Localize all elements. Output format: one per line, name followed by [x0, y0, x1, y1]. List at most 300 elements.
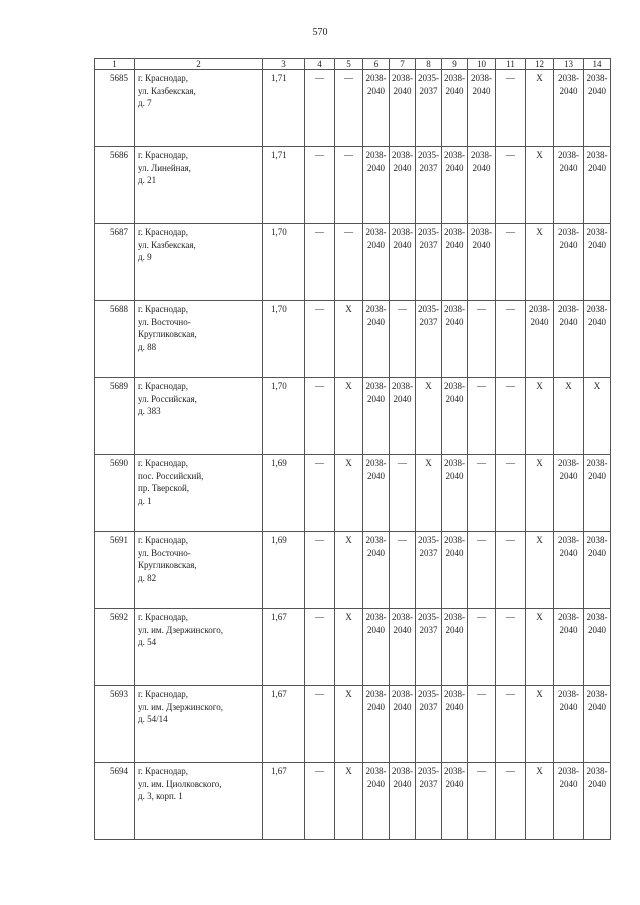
dash-cell: — [468, 686, 496, 763]
address-line: д. 3, корп. 1 [138, 791, 183, 801]
year-range-end: 2040 [588, 470, 606, 481]
year-range-cell [468, 70, 496, 147]
year-range-start: 2035- [418, 535, 439, 545]
column-number-header: 1 [95, 59, 135, 70]
x-mark-cell: X [335, 378, 363, 455]
dash-cell: — [496, 763, 526, 840]
year-range-cell [416, 686, 442, 763]
year-range-end: 2040 [559, 470, 578, 481]
year-range-end: 2040 [472, 239, 491, 250]
dash-cell: — [468, 609, 496, 686]
column-number-header: 9 [442, 59, 468, 70]
year-range-cell [416, 301, 442, 378]
year-range-cell [584, 301, 611, 378]
year-range-end: 2040 [445, 778, 464, 789]
page-number: 570 [312, 27, 328, 38]
year-range-start: 2038- [586, 766, 608, 776]
year-range-end: 2040 [588, 239, 606, 250]
year-range-end: 2037 [419, 624, 438, 635]
row-number-cell: 5693 [95, 686, 135, 763]
year-range-cell [584, 609, 611, 686]
x-mark-cell: X [526, 378, 554, 455]
area-cell: 1,71 [263, 70, 305, 147]
address-line: д. 7 [138, 98, 152, 108]
dash-cell: — [496, 378, 526, 455]
year-range-start: 2038- [558, 689, 579, 699]
address-line: г. Краснодар, [138, 227, 189, 237]
year-range-cell [416, 532, 442, 609]
year-range-start: 2038- [365, 227, 387, 237]
x-mark-cell: X [335, 455, 363, 532]
address-cell [135, 455, 263, 532]
year-range-start: 2038- [586, 458, 608, 468]
address-line: г. Краснодар, [138, 458, 189, 468]
year-range-start: 2038- [586, 227, 608, 237]
year-range-end: 2040 [559, 624, 578, 635]
row-number-cell: 5687 [95, 224, 135, 301]
table-row [95, 147, 611, 224]
address-line: г. Краснодар, [138, 612, 189, 622]
year-range-cell [416, 224, 442, 301]
year-range-end: 2040 [559, 162, 578, 173]
table-row [95, 301, 611, 378]
dash-cell: — [305, 70, 335, 147]
year-range-end: 2040 [445, 239, 464, 250]
x-mark-cell: X [526, 763, 554, 840]
year-range-start: 2035- [418, 73, 439, 83]
year-range-start: 2038- [586, 150, 608, 160]
year-range-end: 2040 [367, 547, 385, 558]
address-line: Кругликовская, [138, 329, 197, 339]
year-range-end: 2040 [393, 162, 412, 173]
year-range-cell [363, 224, 390, 301]
year-range-cell [363, 686, 390, 763]
year-range-start: 2038- [586, 689, 608, 699]
year-range-start: 2038- [365, 689, 387, 699]
column-number-header: 14 [584, 59, 611, 70]
dash-cell: — [496, 532, 526, 609]
year-range-start: 2035- [418, 227, 439, 237]
address-line: ул. Российская, [138, 393, 197, 404]
dash-cell: — [390, 455, 416, 532]
year-range-start: 2038- [392, 150, 413, 160]
year-range-start: 2038- [365, 612, 387, 622]
x-mark-cell: X [526, 609, 554, 686]
year-range-start: 2038- [558, 458, 579, 468]
address-cell [135, 686, 263, 763]
row-number-cell: 5694 [95, 763, 135, 840]
address-line: г. Краснодар, [138, 73, 189, 83]
area-cell: 1,70 [263, 378, 305, 455]
year-range-end: 2037 [419, 547, 438, 558]
column-number-header: 4 [305, 59, 335, 70]
year-range-cell [390, 70, 416, 147]
year-range-start: 2038- [558, 612, 579, 622]
x-mark-cell: X [526, 147, 554, 224]
dash-cell: — [305, 763, 335, 840]
year-range-start: 2035- [418, 150, 439, 160]
x-mark-cell: X [526, 686, 554, 763]
year-range-cell [416, 147, 442, 224]
dash-cell: — [468, 378, 496, 455]
table-row [95, 224, 611, 301]
year-range-end: 2040 [445, 162, 464, 173]
year-range-end: 2040 [367, 624, 385, 635]
address-line: пр. Тверской, [138, 483, 190, 493]
year-range-cell [416, 70, 442, 147]
row-number-cell: 5691 [95, 532, 135, 609]
year-range-cell [554, 70, 584, 147]
year-range-cell [584, 147, 611, 224]
address-line: ул. им. Дзержинского, [138, 701, 223, 712]
address-line: пос. Российский, [138, 470, 204, 481]
year-range-start: 2038- [558, 73, 579, 83]
year-range-end: 2040 [393, 85, 412, 96]
dash-cell: — [305, 532, 335, 609]
row-number-cell: 5692 [95, 609, 135, 686]
column-number-header: 11 [496, 59, 526, 70]
year-range-cell [526, 301, 554, 378]
x-mark-cell: X [526, 455, 554, 532]
address-line: д. 88 [138, 341, 157, 352]
year-range-end: 2040 [393, 624, 412, 635]
address-line: г. Краснодар, [138, 689, 189, 699]
data-table [94, 58, 611, 840]
year-range-start: 2038- [444, 304, 465, 314]
year-range-cell [554, 532, 584, 609]
address-line: д. 1 [138, 495, 152, 506]
area-cell: 1,69 [263, 532, 305, 609]
year-range-end: 2040 [367, 393, 385, 404]
row-number-cell: 5690 [95, 455, 135, 532]
address-cell [135, 609, 263, 686]
year-range-start: 2038- [392, 612, 413, 622]
year-range-cell [554, 147, 584, 224]
year-range-end: 2040 [367, 701, 385, 712]
year-range-start: 2038- [444, 535, 465, 545]
address-line: ул. Казбекская, [138, 239, 196, 250]
dash-cell: — [468, 763, 496, 840]
year-range-start: 2038- [471, 73, 492, 83]
year-range-end: 2037 [419, 239, 438, 250]
year-range-cell [554, 609, 584, 686]
dash-cell: — [305, 686, 335, 763]
year-range-cell [363, 70, 390, 147]
year-range-cell [584, 763, 611, 840]
year-range-cell [363, 301, 390, 378]
year-range-cell [442, 224, 468, 301]
table-row [95, 378, 611, 455]
year-range-start: 2038- [586, 73, 608, 83]
area-cell: 1,67 [263, 609, 305, 686]
year-range-end: 2040 [588, 624, 606, 635]
year-range-start: 2038- [558, 766, 579, 776]
year-range-cell [442, 378, 468, 455]
dash-cell: — [468, 455, 496, 532]
year-range-start: 2038- [392, 381, 413, 391]
area-cell: 1,67 [263, 686, 305, 763]
year-range-cell [554, 763, 584, 840]
x-mark-cell: X [335, 686, 363, 763]
year-range-end: 2040 [393, 393, 412, 404]
year-range-start: 2038- [365, 766, 387, 776]
year-range-cell [363, 763, 390, 840]
year-range-start: 2038- [365, 535, 387, 545]
year-range-end: 2040 [367, 239, 385, 250]
year-range-cell [442, 532, 468, 609]
year-range-start: 2038- [392, 766, 413, 776]
dash-cell: — [305, 609, 335, 686]
year-range-start: 2038- [444, 689, 465, 699]
year-range-start: 2038- [444, 227, 465, 237]
year-range-start: 2038- [558, 227, 579, 237]
address-line: д. 9 [138, 252, 152, 262]
year-range-cell [584, 455, 611, 532]
year-range-start: 2038- [365, 381, 387, 391]
address-cell [135, 224, 263, 301]
column-number-header: 8 [416, 59, 442, 70]
table-row [95, 455, 611, 532]
year-range-cell [363, 609, 390, 686]
dash-cell: — [305, 455, 335, 532]
table-row [95, 532, 611, 609]
year-range-cell [554, 224, 584, 301]
year-range-cell [554, 455, 584, 532]
year-range-end: 2040 [559, 547, 578, 558]
area-cell: 1,70 [263, 301, 305, 378]
area-cell: 1,69 [263, 455, 305, 532]
year-range-start: 2038- [444, 73, 465, 83]
year-range-cell [363, 147, 390, 224]
address-cell [135, 532, 263, 609]
year-range-end: 2040 [367, 162, 385, 173]
row-number-cell: 5688 [95, 301, 135, 378]
year-range-start: 2038- [586, 535, 608, 545]
year-range-end: 2040 [559, 701, 578, 712]
x-mark-cell: X [416, 378, 442, 455]
year-range-end: 2037 [419, 316, 438, 327]
year-range-end: 2040 [559, 85, 578, 96]
year-range-end: 2040 [472, 162, 491, 173]
area-cell: 1,70 [263, 224, 305, 301]
year-range-cell [390, 609, 416, 686]
year-range-cell [554, 686, 584, 763]
dash-cell: — [468, 532, 496, 609]
x-mark-cell: X [335, 301, 363, 378]
year-range-cell [442, 70, 468, 147]
table-row [95, 763, 611, 840]
table-row [95, 70, 611, 147]
year-range-end: 2040 [393, 701, 412, 712]
x-mark-cell: X [526, 532, 554, 609]
row-number-cell: 5689 [95, 378, 135, 455]
year-range-start: 2038- [365, 304, 387, 314]
year-range-cell [442, 301, 468, 378]
year-range-end: 2040 [559, 316, 578, 327]
year-range-start: 2038- [365, 73, 387, 83]
year-range-cell [442, 455, 468, 532]
x-mark-cell: X [584, 378, 611, 455]
year-range-start: 2038- [444, 381, 465, 391]
column-number-row [95, 59, 611, 70]
year-range-cell [390, 224, 416, 301]
dash-cell: — [335, 224, 363, 301]
year-range-cell [584, 686, 611, 763]
year-range-cell [390, 686, 416, 763]
area-cell: 1,71 [263, 147, 305, 224]
address-line: д. 21 [138, 175, 157, 185]
column-number-header: 10 [468, 59, 496, 70]
year-range-cell [390, 147, 416, 224]
year-range-end: 2040 [393, 778, 412, 789]
address-cell [135, 70, 263, 147]
year-range-cell [468, 147, 496, 224]
year-range-start: 2038- [444, 150, 465, 160]
year-range-end: 2040 [445, 624, 464, 635]
dash-cell: — [335, 147, 363, 224]
address-line: д. 54/14 [138, 714, 168, 724]
dash-cell: — [496, 301, 526, 378]
year-range-start: 2038- [444, 458, 465, 468]
x-mark-cell: X [335, 763, 363, 840]
year-range-end: 2040 [367, 316, 385, 327]
year-range-start: 2035- [418, 612, 439, 622]
address-line: д. 82 [138, 572, 157, 583]
year-range-end: 2040 [445, 393, 464, 404]
year-range-start: 2038- [586, 612, 608, 622]
year-range-cell [363, 455, 390, 532]
year-range-end: 2040 [588, 701, 606, 712]
address-line: д. 383 [138, 406, 161, 416]
dash-cell: — [335, 70, 363, 147]
year-range-end: 2040 [588, 316, 606, 327]
column-number-header: 13 [554, 59, 584, 70]
year-range-cell [554, 301, 584, 378]
year-range-start: 2038- [444, 612, 465, 622]
year-range-start: 2035- [418, 689, 439, 699]
year-range-cell [442, 609, 468, 686]
year-range-end: 2040 [445, 547, 464, 558]
year-range-start: 2038- [392, 73, 413, 83]
address-line: г. Краснодар, [138, 150, 189, 160]
year-range-cell [390, 763, 416, 840]
dash-cell: — [468, 301, 496, 378]
row-number-cell: 5686 [95, 147, 135, 224]
column-number-header: 2 [135, 59, 263, 70]
x-mark-cell: X [335, 609, 363, 686]
address-line: Кругликовская, [138, 560, 197, 570]
dash-cell: — [496, 147, 526, 224]
year-range-cell [363, 378, 390, 455]
address-cell [135, 763, 263, 840]
year-range-end: 2040 [445, 316, 464, 327]
year-range-start: 2038- [529, 304, 550, 314]
dash-cell: — [390, 532, 416, 609]
address-cell [135, 301, 263, 378]
dash-cell: — [305, 147, 335, 224]
year-range-end: 2037 [419, 162, 438, 173]
year-range-start: 2038- [365, 458, 387, 468]
year-range-start: 2038- [558, 150, 579, 160]
address-line: д. 54 [138, 637, 157, 647]
address-line: г. Краснодар, [138, 304, 189, 314]
address-line: ул. Восточно- [138, 316, 191, 327]
year-range-end: 2040 [472, 85, 491, 96]
dash-cell: — [496, 686, 526, 763]
year-range-start: 2035- [418, 766, 439, 776]
year-range-end: 2040 [393, 239, 412, 250]
year-range-start: 2038- [392, 227, 413, 237]
year-range-start: 2038- [471, 150, 492, 160]
year-range-start: 2038- [392, 689, 413, 699]
year-range-cell [442, 686, 468, 763]
year-range-start: 2038- [471, 227, 492, 237]
year-range-end: 2037 [419, 701, 438, 712]
year-range-start: 2038- [365, 150, 387, 160]
x-mark-cell: X [526, 70, 554, 147]
x-mark-cell: X [526, 224, 554, 301]
address-cell [135, 378, 263, 455]
year-range-end: 2037 [419, 778, 438, 789]
row-number-cell: 5685 [95, 70, 135, 147]
column-number-header: 12 [526, 59, 554, 70]
address-line: г. Краснодар, [138, 381, 189, 391]
dash-cell: — [305, 224, 335, 301]
year-range-end: 2040 [367, 778, 385, 789]
year-range-start: 2038- [558, 535, 579, 545]
address-line: ул. Восточно- [138, 547, 191, 558]
dash-cell: — [305, 378, 335, 455]
year-range-end: 2040 [445, 470, 464, 481]
year-range-cell [468, 224, 496, 301]
dash-cell: — [496, 70, 526, 147]
year-range-start: 2038- [444, 766, 465, 776]
year-range-cell [416, 609, 442, 686]
area-cell: 1,67 [263, 763, 305, 840]
year-range-cell [390, 378, 416, 455]
table-row [95, 609, 611, 686]
column-number-header: 3 [263, 59, 305, 70]
year-range-end: 2040 [588, 85, 606, 96]
year-range-start: 2038- [558, 304, 579, 314]
x-mark-cell: X [554, 378, 584, 455]
dash-cell: — [496, 455, 526, 532]
year-range-cell [584, 224, 611, 301]
address-line: ул. Казбекская, [138, 85, 196, 96]
dash-cell: — [496, 609, 526, 686]
year-range-end: 2040 [367, 85, 385, 96]
address-line: ул. Линейная, [138, 162, 191, 173]
year-range-cell [442, 147, 468, 224]
dash-cell: — [390, 301, 416, 378]
year-range-end: 2040 [367, 470, 385, 481]
year-range-end: 2040 [588, 162, 606, 173]
x-mark-cell: X [335, 532, 363, 609]
year-range-end: 2040 [445, 701, 464, 712]
year-range-cell [416, 763, 442, 840]
x-mark-cell: X [416, 455, 442, 532]
column-number-header: 6 [363, 59, 390, 70]
year-range-cell [584, 532, 611, 609]
year-range-end: 2040 [445, 85, 464, 96]
dash-cell: — [305, 301, 335, 378]
year-range-cell [442, 763, 468, 840]
year-range-end: 2040 [559, 239, 578, 250]
year-range-start: 2038- [586, 304, 608, 314]
year-range-end: 2040 [588, 547, 606, 558]
year-range-cell [584, 70, 611, 147]
address-line: ул. им. Циолковского, [138, 778, 222, 789]
